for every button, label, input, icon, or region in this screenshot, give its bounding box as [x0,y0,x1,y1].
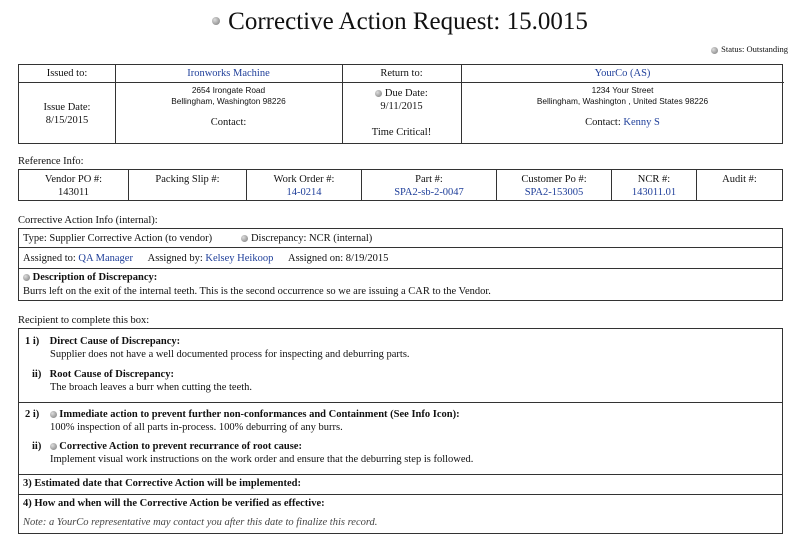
ca-info-label: Corrective Action Info (internal): [18,215,158,226]
reference-info-label: Reference Info: [18,156,84,167]
reference-table [18,169,783,201]
r2i-info-icon[interactable] [50,411,57,418]
status-icon[interactable] [711,47,718,54]
status-indicator [711,44,788,54]
status-text: Status: Outstanding [721,44,788,54]
r1i-heading [19,336,782,347]
r1i-number: 1 i) [25,336,40,347]
return-contact-link[interactable]: Kenny S [623,117,660,128]
issued-to-name-link[interactable]: Ironworks Machine [187,68,270,79]
r1ii-label: Root Cause of Discrepancy: [49,369,174,380]
ref-ncr [612,170,697,200]
return-to-name-link[interactable]: YourCo (AS) [594,68,651,79]
r1ii-text: The broach leaves a burr when cutting the teeth. [50,382,253,393]
page-title-wrap [0,6,800,38]
assigned-to-link[interactable]: QA Manager [78,253,133,264]
ref-value-link[interactable]: 14-0214 [286,187,322,198]
due-date-info-icon[interactable] [375,90,382,97]
ref-value-link[interactable]: SPA2-153005 [524,187,584,198]
r2ii-label: Corrective Action to prevent recurrance of root cause: [59,441,302,452]
due-date-block [342,87,461,113]
return-to-address-line1: 1234 Your Street [591,85,654,95]
r4-label: 4) How and when will the Corrective Action be verified as effective: [23,498,325,509]
header-grid [18,64,783,144]
issued-to-address [115,85,342,107]
ca-assigned-row [19,253,782,264]
issued-to-address-line1: 2654 Irongate Road [191,85,266,95]
r3-label: 3) Estimated date that Corrective Action will be implemented: [23,478,302,489]
ref-label: Part #: [415,174,443,185]
return-to-label: Return to: [380,68,423,79]
assigned-by-label: Assigned by: [147,253,203,264]
ref-label: Work Order #: [273,174,335,185]
discrepancy-text: Discrepancy: NCR (internal) [250,233,373,244]
ref-work-order [247,170,362,200]
r1ii-number: ii) [32,369,42,380]
issue-date-value: 8/15/2015 [45,115,89,126]
r2i-heading [19,409,782,420]
ref-label: Vendor PO #: [44,174,103,185]
discrepancy-info-icon[interactable] [241,235,248,242]
r1ii-heading [19,369,782,380]
return-to-address [461,85,784,107]
r2i-text: 100% inspection of all parts in-process. 100% deburring of any burrs. [50,422,343,433]
issue-date-block [19,101,115,127]
return-to-address-line2: Bellingham, Washington , United States 98226 [536,96,709,106]
ref-value-link[interactable]: 143011.01 [631,187,677,198]
assigned-to-label: Assigned to: [23,253,76,264]
ref-label: NCR #: [637,174,671,185]
info-icon[interactable] [212,17,220,25]
ref-label: Customer Po #: [521,174,587,185]
description-label: Description of Discrepancy: [32,272,158,283]
r2i-number: 2 i) [25,409,40,420]
description-heading [19,272,782,283]
ref-vendor-po [19,170,129,200]
ref-customer-po [497,170,612,200]
ref-audit [697,170,782,200]
r2ii-info-icon[interactable] [50,443,57,450]
type-text: Type: Supplier Corrective Action (to vendor) [23,233,213,244]
issue-date-label: Issue Date: [43,102,91,113]
note-text: Note: a YourCo representative may contact you after this date to finalize this record. [23,517,378,528]
ref-label: Audit #: [722,174,757,185]
ref-value: 143011 [57,187,90,198]
description-text: Burrs left on the exit of the internal teeth. This is the second occurrence so we are issuing a CAR to the Vendor. [23,286,491,297]
description-info-icon[interactable] [23,274,30,281]
issued-to-label: Issued to: [46,68,88,79]
ref-value-link[interactable]: SPA2-sb-2-0047 [394,187,464,198]
ref-packing-slip [129,170,247,200]
recipient-box [18,328,783,534]
ca-info-box [18,228,783,301]
issued-to-contact-label: Contact: [210,117,247,128]
due-date-label: Due Date: [384,88,428,99]
r2ii-heading [19,441,782,452]
due-date-value: 9/11/2015 [380,101,423,112]
page-title: Corrective Action Request: 15.0015 [228,8,588,35]
ref-label: Packing Slip #: [155,174,220,185]
r2ii-number: ii) [32,441,42,452]
recipient-label: Recipient to complete this box: [18,315,150,326]
time-critical: Time Critical! [371,127,432,138]
issued-to-address-line2: Bellingham, Washington 98226 [171,96,286,106]
return-contact [461,117,784,128]
ca-type-row [19,233,782,244]
r1i-label: Direct Cause of Discrepancy: [49,336,181,347]
ref-part [362,170,497,200]
r2ii-text: Implement visual work instructions on the work order and ensure that the deburring step is followed. [50,454,474,465]
assigned-by-link[interactable]: Kelsey Heikoop [205,253,274,264]
return-contact-label: Contact: [585,117,621,128]
r1i-text: Supplier does not have a well documented process for inspecting and deburring parts. [50,349,410,360]
assigned-on: Assigned on: 8/19/2015 [288,253,389,264]
r2i-label: Immediate action to prevent further non-conformances and Containment (See Info Icon): [59,409,460,420]
